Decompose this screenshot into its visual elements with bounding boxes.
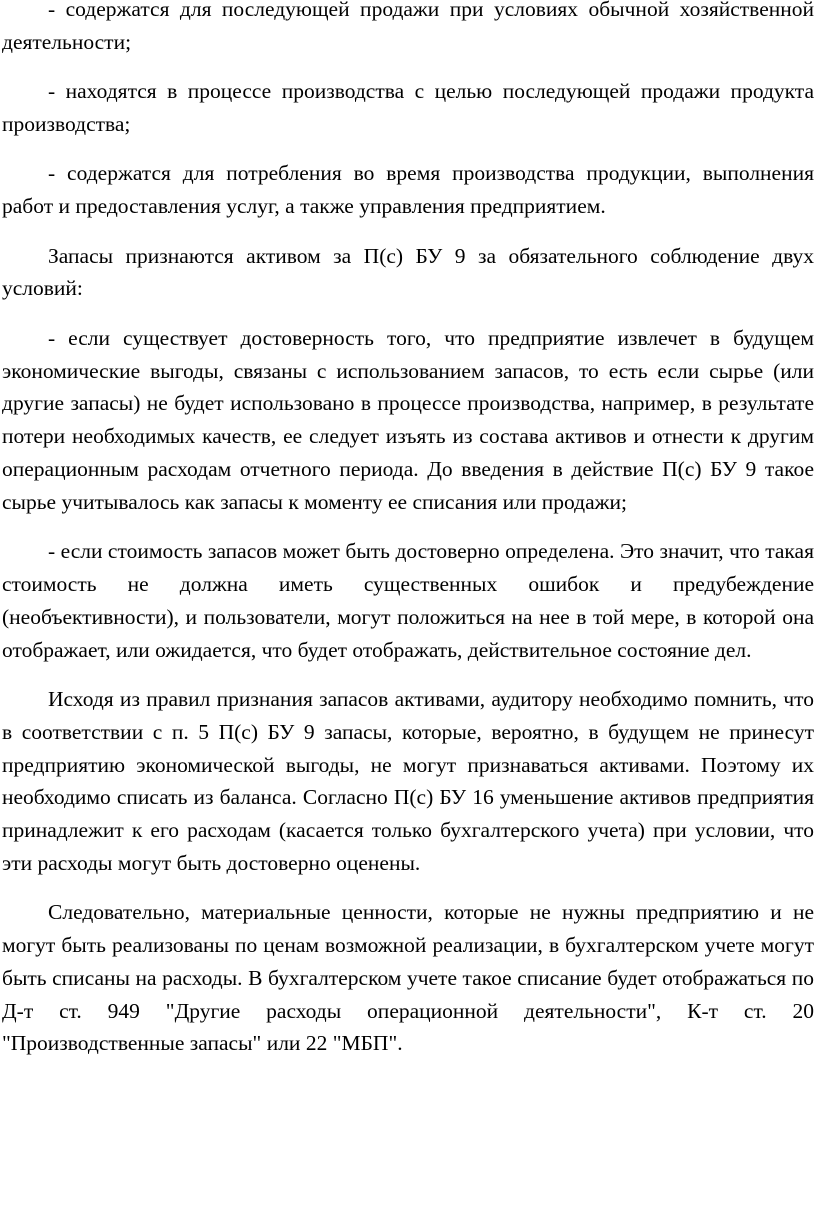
paragraph-8: Следовательно, материальные ценности, которые не нужны предприятию и не могут быть реализованы по ценам возможной реализации, в бухгалтерском учете могут быть списаны на расходы. В бухгалтерском учете такое списание будет отображаться по Д-т ст. 949 "Другие расходы операционной деятельности", К-т ст. 20 "Производственные запасы" или 22 "МБП". (2, 900, 814, 1056)
paragraph-7: Исходя из правил признания запасов активами, аудитору необходимо помнить, что в соответствии с п. 5 П(с) БУ 9 запасы, которые, вероятно, в будущем не принесут предприятию экономической выгоды, не могут признаваться активами. Поэтому их необходимо списать из баланса. Согласно П(с) БУ 16 уменьшение активов предприятия принадлежит к его расходам (касается только бухгалтерского учета) при условии, что эти расходы могут быть достоверно оценены. (2, 686, 814, 875)
paragraph-5: - если существует достоверность того, что предприятие извлечет в будущем экономические выгоды, связаны с использованием запасов, то есть если сырье (или другие запасы) не будет использовано в процессе производства, например, в результате потери необходимых качеств, ее следует изъять из состава активов и отнести к другим операционным расходам отчетного периода. До введения в действие П(с) БУ 9 такое сырье учитывалось как запасы к моменту ее списания или продажи; (2, 325, 814, 514)
paragraph-3: - содержатся для потребления во время производства продукции, выполнения работ и предоставления услуг, а также управления предприятием. (2, 161, 814, 219)
paragraph-2: - находятся в процессе производства с целью последующей продажи продукта производства; (2, 79, 814, 136)
paragraph-4: Запасы признаются активом за П(с) БУ 9 за обязательного соблюдение двух условий: (2, 243, 814, 301)
paragraph-6: - если стоимость запасов может быть достоверно определена. Это значит, что такая стоимость не должна иметь существенных ошибок и предубеждение (необъективности), и пользователи, могут положиться на нее в той мере, в которой она отображает, или ожидается, что будет отображать, действительное состояние дел. (2, 539, 814, 662)
paragraph-1: - содержатся для последующей продажи при условиях обычной хозяйственной деятельности; (2, 0, 814, 54)
